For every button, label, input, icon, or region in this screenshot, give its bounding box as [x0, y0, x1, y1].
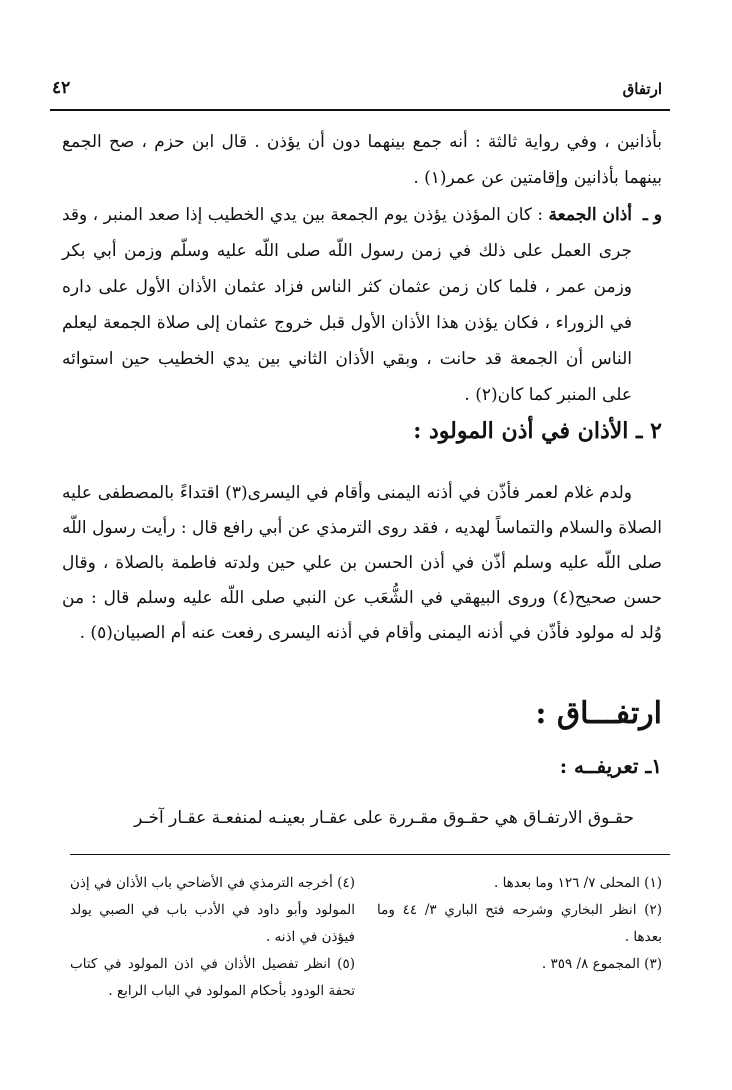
paragraph-4: حقـوق الارتفـاق هي حقـوق مقـررة على عقـار بعينـه لمنفعـة عقـار آخـر: [134, 808, 634, 828]
footnote-1: (١) المحلى ٧/ ١٢٦ وما بعدها .: [493, 875, 662, 891]
header-divider: [50, 109, 670, 111]
paragraph-2-lead: أذان الجمعة: [548, 205, 632, 225]
sub-heading: ١ـ تعريفــه :: [559, 754, 662, 778]
footnote-4: (٤) أخرجه الترمذي في الأضاحي باب الأذان في إذن المولود وأبو داود في الأدب باب في الصبي يولد فيؤذن في اذنه .: [70, 875, 355, 945]
footnote-divider: [70, 854, 670, 855]
paragraph-2-marker: و ـ: [642, 205, 662, 225]
footnotes-right-column: [377, 870, 662, 978]
footnote-3: (٣) المجموع ٨/ ٣٥٩ .: [541, 956, 662, 972]
footnotes-left-column: [70, 870, 355, 1005]
paragraph-3: ولدم غلام لعمر فأذّن في أذنه اليمنى وأقام في اليسرى(٣) اقتداءً بالمصطفى عليه الصلاة والسلام والتماساً لهديه ، فقد روى الترمذي عن أبي رافع قال : رأيت رسول اللّه صلى اللّه عليه وسلم أذّن في أذن الحسن بن علي حين ولدته فاطمة بالصلاة ، وقال حسن صحيح(٤) وروى البيهقي في الشُّعَب عن النبي صلى اللّه عليه وسلم قال : من وُلد له مولود فأذّن في أذنه اليمنى وأقام في أذنه اليسرى رفعت عنه أم الصبيان(٥) .: [62, 483, 662, 643]
footnote-5: (٥) انظر تفصيل الأذان في اذن المولود في كتاب تحفة الودود بأحكام المولود في الباب الرابع .: [70, 956, 355, 999]
paragraph-1: بأذانين ، وفي رواية ثالثة : أنه جمع بينهما دون أن يؤذن . قال ابن حزم ، صح الجمع بينهما بأذانين وإقامتين عن عمر(١) .: [62, 132, 662, 188]
paragraph-2: [62, 197, 632, 413]
section-2-heading: ٢ ـ الأذان في أذن المولود :: [413, 418, 662, 444]
footnote-2: (٢) انظر البخاري وشرحه فتح الباري ٣/ ٤٤ وما بعدها .: [377, 902, 663, 945]
running-header-title: ارتفاق: [622, 80, 662, 98]
page-number: ٤٢: [52, 78, 71, 98]
main-heading: ارتفـــاق :: [535, 696, 662, 731]
paragraph-2-text: : كان المؤذن يؤذن يوم الجمعة بين يدي الخطيب إذا صعد المنبر ، وقد جرى العمل على ذلك في زمن رسول اللّه صلى اللّه عليه وسلّم وزمن أبي بكر وزمن عمر ، فلما كان زمن عثمان كثر الناس فزاد عثمان الأذان الأول على داره في الزوراء ، فكان يؤذن هذا الأذان الأول قبل خروج عثمان إلى صلاة الجمعة ليعلم الناس أن الجمعة قد حانت ، وبقي الأذان الثاني بين يدي الخطيب حين استوائه على المنبر كما كان(٢) .: [62, 205, 632, 405]
